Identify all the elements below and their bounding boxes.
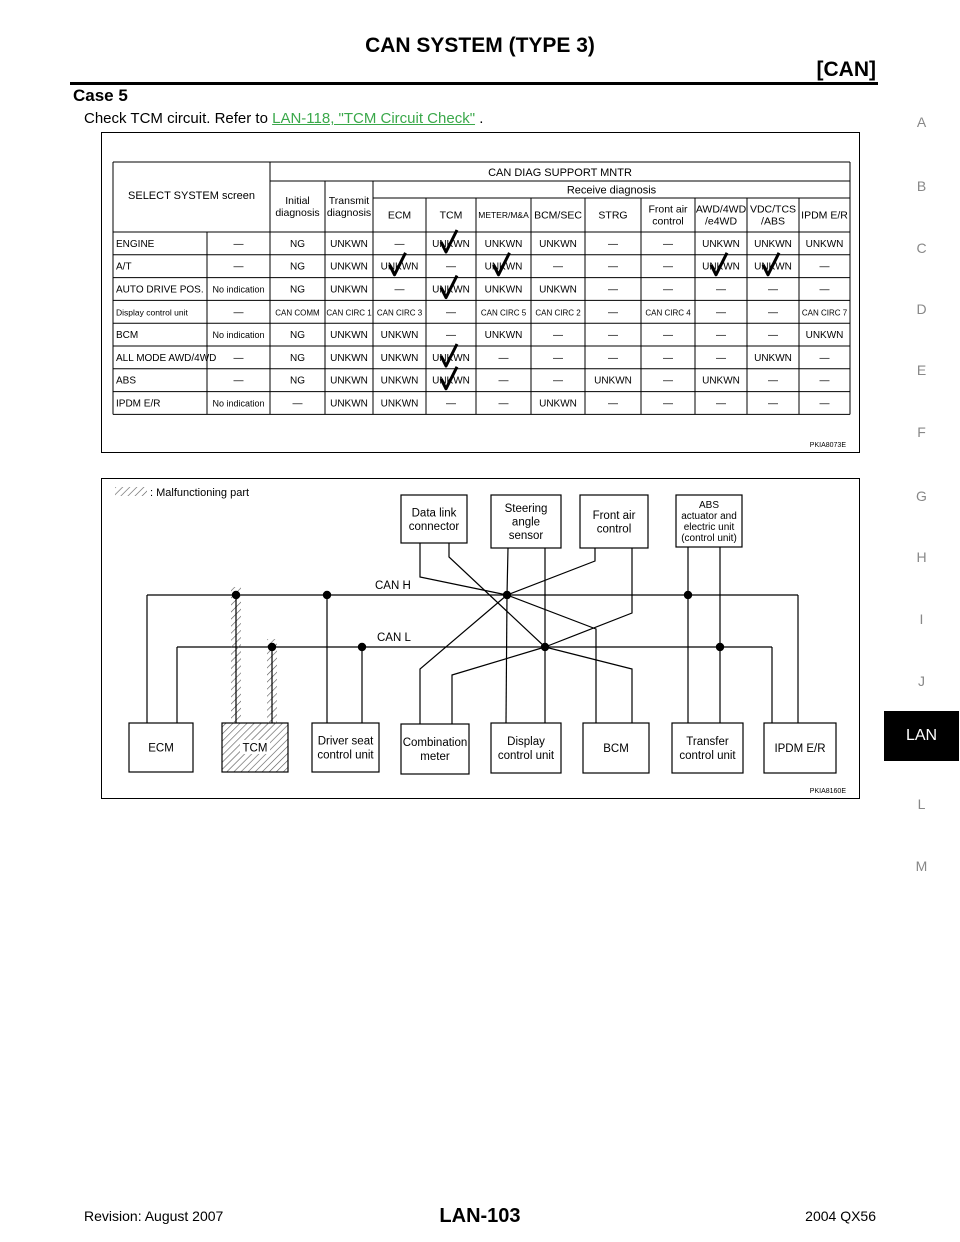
instruction-suffix: .	[475, 110, 484, 127]
figure-id: PKIA8160E	[809, 788, 846, 795]
diag-cell-value: —	[608, 284, 618, 296]
can-wire	[452, 647, 545, 724]
top-unit-label: Steering	[504, 503, 548, 516]
section-tab-d[interactable]: D	[916, 301, 927, 317]
can-wire	[420, 543, 507, 595]
diag-cell-value: UNKWN	[330, 238, 368, 250]
malfunction-legend: : Malfunctioning part	[150, 487, 250, 499]
diag-cell-value: UNKWN	[432, 352, 470, 364]
diag-cell-value: —	[819, 398, 830, 410]
section-tab-h[interactable]: H	[916, 549, 927, 565]
revision-date: Revision: August 2007	[84, 1208, 224, 1224]
diag-cell-value: —	[446, 398, 456, 410]
system-name: IPDM E/R	[116, 398, 161, 410]
diag-cell-value: UNKWN	[330, 261, 368, 273]
diag-cell-value: —	[292, 398, 303, 410]
junction-dot	[684, 591, 692, 599]
bottom-unit-label: BCM	[603, 743, 629, 756]
system-name: AUTO DRIVE POS.	[116, 284, 204, 296]
bottom-unit-label: control unit	[679, 750, 736, 763]
section-tab-l[interactable]: L	[917, 796, 926, 812]
top-unit-label: ABS	[698, 500, 720, 511]
can-diag-table	[102, 133, 858, 451]
diag-cell-value: NG	[290, 352, 305, 364]
diag-cell-value: —	[446, 330, 456, 342]
diag-cell-value: UNKWN	[805, 330, 844, 342]
diag-cell-value: UNKWN	[702, 261, 740, 273]
junction-dot	[716, 643, 724, 651]
section-tab-lan[interactable]: LAN	[884, 711, 959, 761]
instruction-prefix: Check TCM circuit. Refer to	[84, 110, 273, 127]
diag-cell-value: —	[663, 261, 673, 273]
diag-cell-value: —	[768, 284, 778, 296]
figure-id: PKIA8073E	[809, 442, 846, 449]
top-unit-label: sensor	[508, 530, 544, 543]
diag-cell-value: CAN CIRC 7	[801, 308, 848, 318]
diag-cell-value: —	[819, 352, 830, 364]
section-tag: [CAN]	[816, 58, 876, 81]
can-h-label: CAN H	[375, 580, 411, 592]
diag-cell-value: UNKWN	[380, 375, 419, 387]
select-system-value: No indication	[212, 330, 265, 341]
vehicle-model: 2004 QX56	[805, 1208, 876, 1224]
diag-cell-value: —	[498, 352, 509, 364]
diag-cell-value: —	[663, 398, 673, 410]
bottom-unit-label: control unit	[497, 750, 555, 763]
receive-col-header: IPDM E/R	[801, 209, 848, 222]
can-diag-table-figure	[101, 132, 860, 453]
diag-cell-value: —	[663, 284, 673, 296]
system-name: Display control unit	[116, 307, 188, 318]
junction-dot	[323, 591, 331, 599]
diag-cell-value: —	[608, 330, 618, 342]
diag-cell-value: —	[446, 261, 456, 273]
bottom-unit-label: Combination	[402, 737, 468, 750]
diag-cell-value: CAN CIRC 5	[480, 308, 527, 318]
receive-col-header: AWD/4WD	[695, 203, 747, 216]
diag-cell-value: —	[553, 352, 563, 364]
receive-col-header: VDC/TCS	[749, 203, 797, 216]
system-name: ENGINE	[116, 238, 155, 250]
diag-cell-value: CAN CIRC 1	[326, 308, 372, 318]
diag-cell-value: UNKWN	[702, 375, 740, 387]
select-system-value: No indication	[212, 398, 265, 409]
receive-col-header: /ABS	[761, 215, 785, 228]
section-tab-c[interactable]: C	[916, 240, 927, 256]
receive-col-header: /e4WD	[704, 215, 738, 228]
section-tab-i[interactable]: I	[919, 611, 924, 627]
diag-cell-value: NG	[290, 261, 305, 273]
diag-cell-value: —	[819, 261, 830, 273]
can-wire	[545, 647, 632, 723]
diag-cell-value: —	[716, 330, 726, 342]
initial-diagnosis-header: diagnosis	[275, 207, 320, 220]
diag-cell-value: UNKWN	[380, 398, 419, 410]
diag-cell-value: —	[819, 284, 830, 296]
select-system-value: —	[233, 375, 244, 387]
select-system-value: —	[233, 307, 244, 319]
select-system-header: SELECT SYSTEM screen	[128, 190, 255, 202]
diag-cell-value: —	[663, 238, 673, 250]
diag-cell-value: UNKWN	[432, 238, 470, 250]
diag-cell-value: UNKWN	[702, 238, 740, 250]
diag-cell-value: UNKWN	[484, 238, 523, 250]
diag-cell-value: UNKWN	[330, 398, 368, 410]
can-wire	[420, 595, 507, 724]
diag-cell-value: CAN COMM	[275, 308, 320, 318]
diag-cell-value: UNKWN	[380, 330, 419, 342]
can-network-figure	[101, 478, 860, 799]
select-system-value: —	[233, 238, 244, 250]
top-unit-label: Data link	[411, 507, 457, 520]
top-unit-label: Front air	[592, 509, 636, 522]
section-tab-g[interactable]: G	[916, 488, 927, 504]
diag-cell-value: —	[498, 375, 509, 387]
can-wire	[545, 548, 632, 647]
system-name: BCM	[116, 330, 139, 342]
transmit-diagnosis-header: diagnosis	[326, 207, 372, 220]
bottom-unit-label: IPDM E/R	[774, 743, 826, 756]
diag-cell-value: UNKWN	[484, 330, 523, 342]
diag-cell-value: —	[716, 398, 726, 410]
diag-cell-value: UNKWN	[432, 375, 470, 387]
select-system-value: —	[233, 352, 244, 364]
select-system-value: —	[233, 261, 244, 273]
diag-cell-value: UNKWN	[484, 284, 523, 296]
diag-cell-value: —	[498, 398, 509, 410]
top-unit-label: electric unit	[683, 522, 735, 533]
bottom-unit-label: Display	[507, 736, 545, 749]
diag-cell-value: CAN CIRC 4	[645, 308, 691, 318]
diag-cell-value: —	[663, 330, 673, 342]
diag-cell-value: UNKWN	[330, 284, 368, 296]
page-number: LAN-103	[439, 1205, 521, 1227]
diag-cell-value: —	[768, 307, 778, 319]
diag-cell-value: —	[553, 261, 563, 273]
diag-cell-value: UNKWN	[330, 375, 368, 387]
receive-col-header: BCM/SEC	[534, 209, 582, 222]
diag-cell-value: —	[394, 238, 405, 250]
diag-cell-value: UNKWN	[330, 330, 368, 342]
select-system-value: No indication	[212, 284, 265, 295]
diag-cell-value: —	[553, 330, 563, 342]
diag-cell-value: UNKWN	[380, 352, 419, 364]
page-title: CAN SYSTEM (TYPE 3)	[365, 34, 595, 57]
diag-cell-value: —	[768, 375, 778, 387]
bottom-unit-label: ECM	[148, 742, 174, 755]
diag-cell-value: UNKWN	[539, 284, 577, 296]
diag-cell-value: UNKWN	[539, 238, 577, 250]
diag-cell-value: —	[446, 307, 456, 319]
receive-col-header: TCM	[439, 209, 463, 222]
diag-cell-value: —	[663, 375, 673, 387]
can-wire	[507, 548, 508, 595]
can-l-label: CAN L	[377, 632, 411, 644]
diag-cell-value: —	[716, 284, 726, 296]
can-wire	[506, 595, 507, 723]
section-tab-a[interactable]: A	[916, 114, 927, 130]
initial-diagnosis-header: Initial	[285, 195, 310, 208]
diag-cell-value: —	[768, 398, 778, 410]
diag-cell-value: UNKWN	[754, 238, 792, 250]
diag-cell-value: —	[608, 261, 618, 273]
system-name: ALL MODE AWD/4WD	[116, 352, 217, 364]
receive-col-header: Front air	[648, 203, 688, 216]
diag-cell-value: UNKWN	[330, 352, 368, 364]
diag-cell-value: —	[768, 330, 778, 342]
transmit-diagnosis-header: Transmit	[328, 195, 370, 208]
junction-dot	[503, 591, 511, 599]
can-diag-header: CAN DIAG SUPPORT MNTR	[488, 167, 632, 179]
header-rule	[70, 82, 878, 85]
diag-cell-value: CAN CIRC 3	[376, 308, 423, 318]
diag-cell-value: —	[553, 375, 563, 387]
receive-col-header: STRG	[598, 209, 628, 222]
junction-dot	[232, 591, 240, 599]
junction-dot	[541, 643, 549, 651]
diag-cell-value: —	[819, 375, 830, 387]
receive-col-header: control	[652, 215, 684, 228]
diag-cell-value: NG	[290, 330, 305, 342]
bottom-unit-label: TCM	[242, 742, 268, 755]
bottom-unit-label: Transfer	[686, 736, 729, 749]
diag-cell-value: UNKWN	[432, 284, 470, 296]
top-unit-label: (control unit)	[681, 533, 737, 544]
section-tab-m[interactable]: M	[915, 858, 928, 874]
section-tab-f[interactable]: F	[917, 424, 926, 440]
case-title: Case 5	[73, 86, 128, 105]
receive-diagnosis-header: Receive diagnosis	[566, 184, 657, 197]
malfunction-legend-swatch	[115, 487, 147, 496]
diag-cell-value: —	[608, 238, 618, 250]
diag-cell-value: UNKWN	[380, 261, 419, 273]
junction-dot	[268, 643, 276, 651]
receive-col-header: METER/M&A	[478, 209, 529, 220]
system-name: ABS	[116, 375, 137, 387]
diag-cell-value: CAN CIRC 2	[535, 308, 581, 318]
bottom-unit-label: meter	[420, 751, 450, 764]
top-unit-label: angle	[511, 516, 541, 529]
top-unit-label: control	[596, 523, 632, 536]
diag-cell-value: —	[394, 284, 405, 296]
can-wire	[507, 595, 596, 723]
diag-cell-value: —	[716, 307, 726, 319]
tcm-circuit-check-link[interactable]: LAN-118, "TCM Circuit Check"	[272, 110, 476, 127]
bottom-unit-label: control unit	[317, 749, 374, 762]
junction-dot	[358, 643, 366, 651]
diag-cell-value: UNKWN	[539, 398, 577, 410]
diag-cell-value: UNKWN	[484, 261, 523, 273]
diag-cell-value: NG	[290, 375, 305, 387]
diag-cell-value: NG	[290, 284, 305, 296]
section-tab-b[interactable]: B	[916, 178, 927, 194]
diag-cell-value: —	[663, 352, 673, 364]
section-tab-j[interactable]: J	[918, 673, 925, 689]
diag-cell-value: UNKWN	[594, 375, 632, 387]
bottom-unit-label: Driver seat	[317, 735, 374, 748]
can-wire	[507, 548, 595, 595]
section-tab-e[interactable]: E	[916, 362, 927, 378]
diag-cell-value: —	[716, 352, 726, 364]
diag-cell-value: UNKWN	[754, 352, 792, 364]
diag-cell-value: UNKWN	[805, 238, 844, 250]
diag-cell-value: NG	[290, 238, 305, 250]
diag-cell-value: —	[608, 307, 618, 319]
top-unit-label: connector	[408, 520, 460, 533]
system-name: A/T	[116, 261, 132, 273]
diag-cell-value: UNKWN	[754, 261, 792, 273]
diag-cell-value: —	[608, 398, 618, 410]
diag-cell-value: —	[608, 352, 618, 364]
top-unit-label: actuator and	[681, 511, 737, 522]
receive-col-header: ECM	[387, 209, 412, 222]
instruction	[84, 110, 483, 127]
can-network-diagram	[102, 479, 858, 797]
